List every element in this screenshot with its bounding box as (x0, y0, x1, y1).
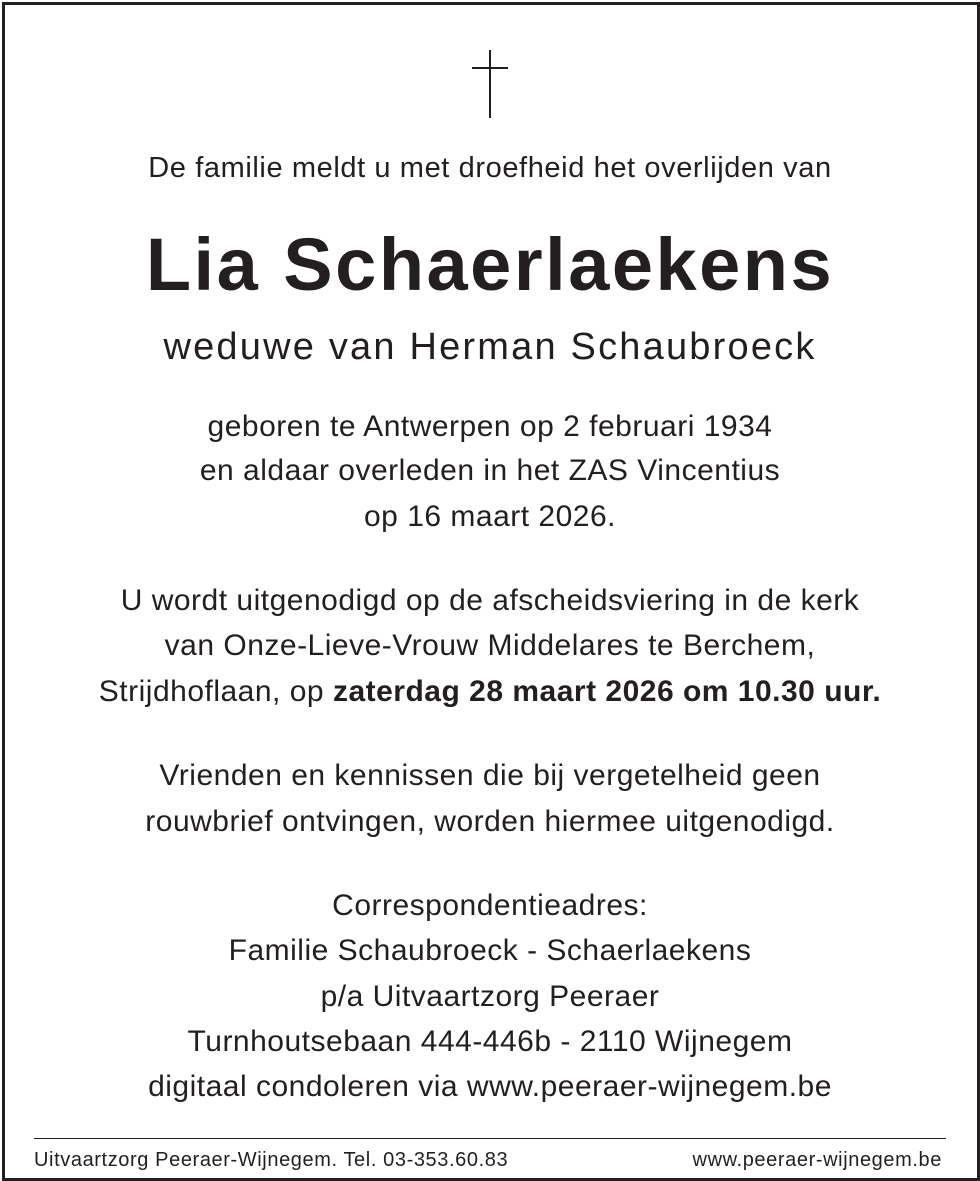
ceremony-address: Strijdhoflaan, op (98, 675, 333, 708)
footer-contact: Uitvaartzorg Peeraer-Wijnegem. Tel. 03-353.60.83 (34, 1149, 509, 1171)
condolence-website: digitaal condoleren via www.peeraer-wijnegem.be (148, 1070, 832, 1103)
correspondence-address: Turnhoutsebaan 444-446b - 2110 Wijnegem (187, 1025, 793, 1058)
widow-of-text: weduwe van Herman Schaubroeck (163, 326, 817, 368)
ceremony-line-3 (0, 675, 980, 709)
ceremony-line-2: van Onze-Lieve-Vrouw Middelares te Berchem, (164, 629, 816, 662)
ceremony-datetime: zaterdag 28 maart 2026 om 10.30 uur. (332, 675, 882, 708)
death-place-line: en aldaar overleden in het ZAS Vincentius (199, 454, 781, 487)
intro-text: De familie meldt u met droefheid het overlijden van (148, 152, 832, 184)
footer-website: www.peeraer-wijnegem.be (692, 1149, 942, 1171)
invitation-line-2: rouwbrief ontvingen, worden hiermee uitgenodigd. (145, 805, 835, 838)
cross-icon (472, 50, 508, 118)
correspondence-heading: Correspondentieadres: (332, 889, 648, 922)
ceremony-line-1: U wordt uitgenodigd op de afscheidsviering in de kerk (120, 584, 860, 617)
death-date-line: op 16 maart 2026. (363, 500, 616, 533)
deceased-name: Lia Schaerlaekens (145, 223, 835, 306)
invitation-line-1: Vrienden en kennissen die bij vergetelheid geen (159, 759, 821, 792)
footer (34, 1138, 946, 1171)
correspondence-family: Familie Schaubroeck - Schaerlaekens (228, 934, 752, 967)
correspondence-care-of: p/a Uitvaartzorg Peeraer (320, 980, 660, 1013)
birth-line: geboren te Antwerpen op 2 februari 1934 (207, 410, 773, 443)
